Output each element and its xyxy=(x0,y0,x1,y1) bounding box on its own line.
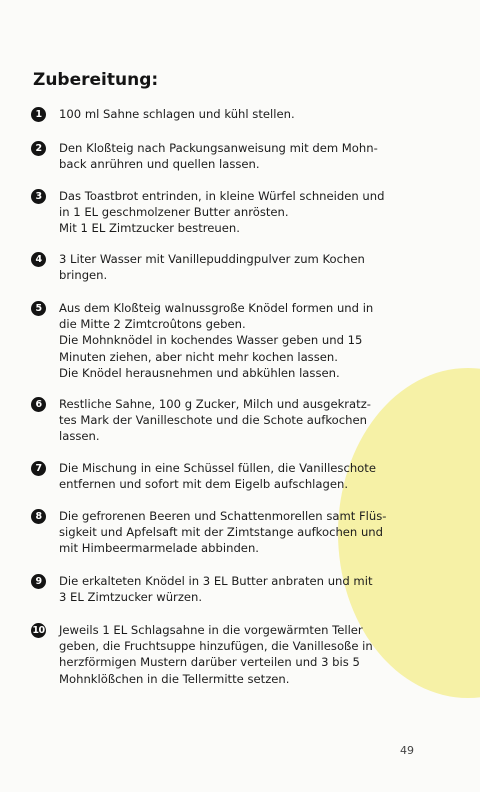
step-text: Den Kloßteig nach Packungsanweisung mit dem Mohn- back anrühren und quellen lassen. xyxy=(59,141,378,172)
step-7 xyxy=(31,460,419,492)
step-6 xyxy=(31,396,419,445)
step-10 xyxy=(31,622,419,687)
step-text: Aus dem Kloßteig walnussgroße Knödel formen und in die Mitte 2 Zimtcroûtons geben. Die Mohnknödel in kochendes Wasser geben und 15 Minuten ziehen, aber nicht mehr kochen lassen. Die Knödel herausnehmen und abkühlen lassen. xyxy=(59,301,374,380)
page-title: Zubereitung: xyxy=(33,70,159,90)
step-number-badge: 7 xyxy=(31,461,46,476)
step-number-badge: 4 xyxy=(31,252,46,267)
step-number-badge: 10 xyxy=(32,625,45,636)
step-text: Die gefrorenen Beeren und Schattenmorellen samt Flüs- sigkeit und Apfelsaft mit der Zimtstange aufkochen und mit Himbeermarmelade abbinden. xyxy=(59,509,387,556)
page-number: 49 xyxy=(400,744,414,757)
step-8 xyxy=(31,508,419,557)
step-text: Die Mischung in eine Schüssel füllen, die Vanilleschote entfernen und sofort mit dem Eigelb aufschlagen. xyxy=(59,461,376,492)
step-text: 3 Liter Wasser mit Vanillepuddingpulver zum Kochen bringen. xyxy=(59,252,365,283)
step-1 xyxy=(31,106,419,122)
step-text: Jeweils 1 EL Schlagsahne in die vorgewärmten Teller geben, die Fruchtsuppe hinzufügen, die Vanillesoße in herzförmigen Mustern darüber verteilen und 3 bis 5 Mohnklößchen in die Tellermitte setzen. xyxy=(59,623,373,686)
step-number-badge: 5 xyxy=(31,301,46,316)
step-number-badge: 1 xyxy=(31,107,46,122)
step-number-badge: 3 xyxy=(31,189,46,204)
step-number-badge: 6 xyxy=(31,397,46,412)
step-number-badge: 9 xyxy=(31,574,46,589)
step-text: 100 ml Sahne schlagen und kühl stellen. xyxy=(59,107,295,121)
step-5 xyxy=(31,300,419,381)
step-4 xyxy=(31,251,419,283)
step-3 xyxy=(31,188,419,237)
step-9 xyxy=(31,573,419,605)
step-text: Die erkalteten Knödel in 3 EL Butter anbraten und mit 3 EL Zimtzucker würzen. xyxy=(59,574,373,605)
step-number-badge: 2 xyxy=(31,141,46,156)
step-text: Restliche Sahne, 100 g Zucker, Milch und ausgekratz- tes Mark der Vanilleschote und die Schote aufkochen lassen. xyxy=(59,397,371,444)
step-text: Das Toastbrot entrinden, in kleine Würfel schneiden und in 1 EL geschmolzener Butter anrösten. Mit 1 EL Zimtzucker bestreuen. xyxy=(59,189,385,236)
step-number-badge: 8 xyxy=(31,509,46,524)
step-2 xyxy=(31,140,419,172)
